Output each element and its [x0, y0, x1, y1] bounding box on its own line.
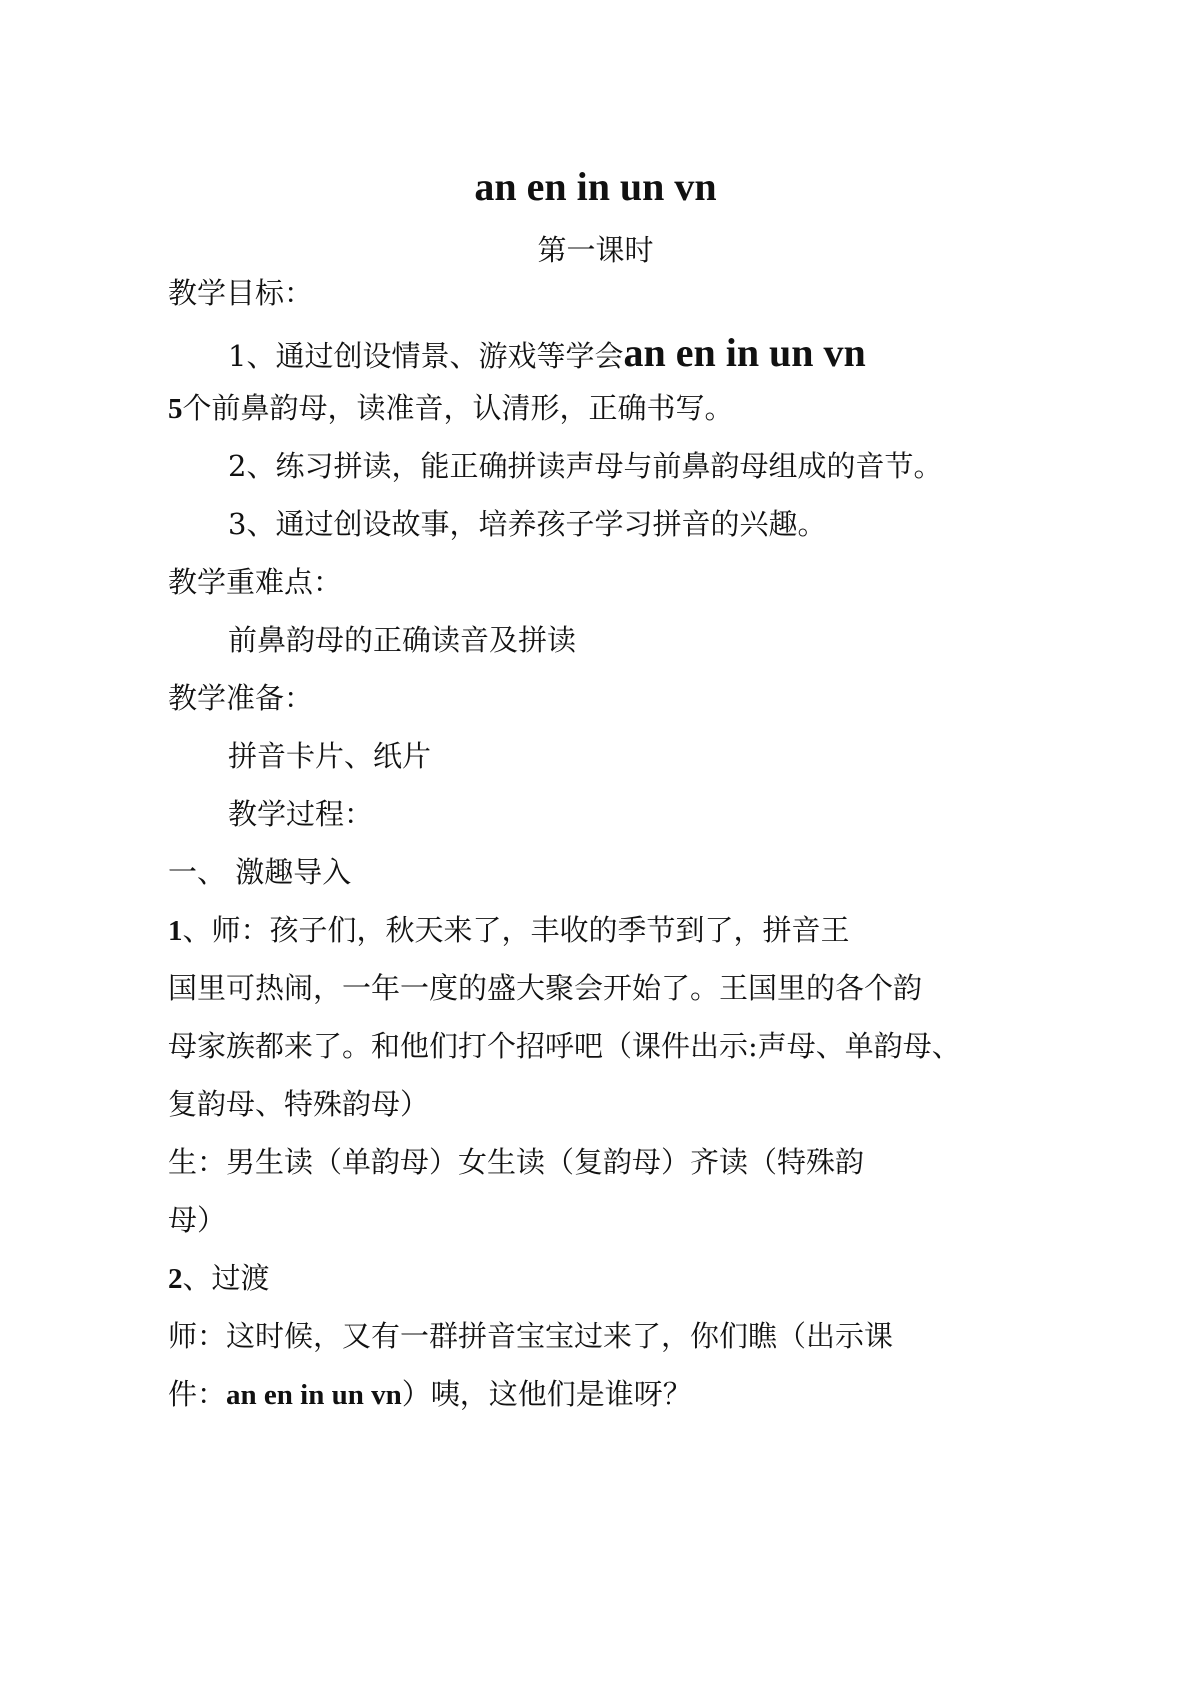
objective-1-prefix: 1、通过创设情景、游戏等学会 — [228, 339, 624, 373]
key-points-text: 前鼻韵母的正确读音及拼读 — [228, 623, 577, 657]
paragraph-1-line-1-text: 、师：孩子们，秋天来了，丰收的季节到了，拼音王 — [182, 913, 850, 947]
paragraph-4-pinyin: an en in un vn — [226, 1379, 402, 1411]
objective-1-count: 5 — [168, 393, 183, 425]
objective-1-continuation — [168, 388, 734, 429]
paragraph-1-line-3: 母家族都来了。和他们打个招呼吧（课件出示:声母、单韵母、 — [168, 1029, 961, 1063]
paragraph-1-line-2: 国里可热闹，一年一度的盛大聚会开始了。王国里的各个韵 — [168, 971, 923, 1005]
paragraph-3-text: 、过渡 — [182, 1261, 270, 1295]
paragraph-1-number: 1 — [168, 915, 183, 947]
objective-1-cont-text: 个前鼻韵母，读准音，认清形，正确书写。 — [182, 391, 734, 425]
objective-1 — [228, 330, 866, 379]
key-points-heading: 教学重难点： — [168, 565, 343, 599]
page-title: an en in un vn — [474, 164, 717, 209]
paragraph-3-number: 2 — [168, 1263, 183, 1295]
paragraph-2-line-1: 生：男生读（单韵母）女生读（复韵母）齐读（特殊韵 — [168, 1145, 865, 1179]
paragraph-4-line-2 — [168, 1374, 692, 1415]
paragraph-2-line-2: 母） — [168, 1203, 227, 1237]
objective-1-pinyin: an en in un vn — [623, 330, 866, 375]
paragraph-1-line-4: 复韵母、特殊韵母） — [168, 1087, 430, 1121]
paragraph-3 — [168, 1258, 270, 1299]
prep-text: 拼音卡片、纸片 — [228, 739, 432, 773]
paragraph-1-line-1 — [168, 910, 850, 951]
page-subtitle: 第一课时 — [537, 233, 654, 267]
paragraph-4-prefix: 件： — [168, 1377, 227, 1411]
paragraph-4-suffix: ）咦，这他们是谁呀？ — [401, 1377, 692, 1411]
prep-heading: 教学准备： — [168, 681, 314, 715]
section-1-heading: 一、 激趣导入 — [168, 855, 352, 889]
objectives-heading: 教学目标： — [168, 276, 314, 310]
paragraph-4-line-1: 师：这时候，又有一群拼音宝宝过来了，你们瞧（出示课 — [168, 1319, 894, 1353]
objective-2: 2、练习拼读，能正确拼读声母与前鼻韵母组成的音节。 — [228, 449, 943, 483]
process-heading: 教学过程： — [228, 797, 374, 831]
objective-3: 3、通过创设故事，培养孩子学习拼音的兴趣。 — [228, 507, 827, 541]
